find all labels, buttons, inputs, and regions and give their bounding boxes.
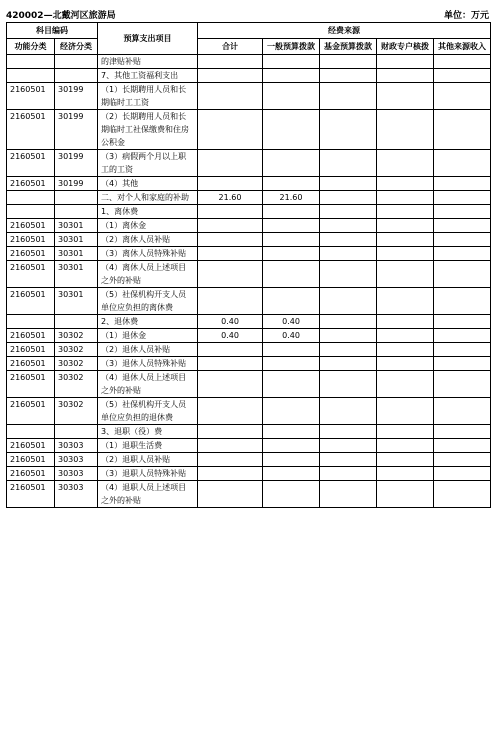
table-row [7,288,491,315]
func-code-cell: 2160501 [7,398,55,425]
general-budget-cell: 0.40 [263,329,320,343]
fund-budget-cell [320,83,377,110]
econ-code-cell: 30303 [55,439,98,453]
func-code-cell: 2160501 [7,288,55,315]
special-account-cell [377,467,434,481]
table-row [7,261,491,288]
special-account-cell [377,191,434,205]
table-row [7,247,491,261]
other-income-cell [434,481,491,508]
total-cell: 21.60 [198,191,263,205]
general-budget-cell [263,55,320,69]
other-income-cell [434,261,491,288]
total-cell [198,398,263,425]
other-income-cell [434,219,491,233]
item-cell: 1、离休费 [98,205,198,219]
func-code-cell: 2160501 [7,357,55,371]
func-code-cell: 2160501 [7,83,55,110]
func-code-cell: 2160501 [7,329,55,343]
general-budget-cell [263,110,320,150]
unit-label: 单位：万元 [443,11,489,21]
item-cell: 7、其他工资福利支出 [98,69,198,83]
func-code-cell: 2160501 [7,219,55,233]
item-cell: （4）其他 [98,177,198,191]
item-cell: 3、退职（役）费 [98,425,198,439]
special-account-cell [377,439,434,453]
item-cell: （1）退休金 [98,329,198,343]
table-row [7,177,491,191]
subject-code-header: 科目编码 [7,23,98,39]
fund-budget-cell [320,261,377,288]
other-income-cell [434,398,491,425]
table-row [7,55,491,69]
budget-table [6,22,491,508]
table-row [7,425,491,439]
special-account-cell [377,329,434,343]
general-budget-cell: 0.40 [263,315,320,329]
item-cell: （3）退职人员特殊补贴 [98,467,198,481]
general-budget-cell [263,439,320,453]
item-cell: （3）退休人员特殊补贴 [98,357,198,371]
total-cell [198,288,263,315]
general-budget-cell [263,371,320,398]
other-income-cell [434,315,491,329]
fund-budget-cell [320,439,377,453]
special-account-cell [377,69,434,83]
fund-budget-cell [320,453,377,467]
fund-budget-cell [320,467,377,481]
econ-code-cell: 30301 [55,247,98,261]
func-code-cell [7,55,55,69]
func-code-cell: 2160501 [7,453,55,467]
func-code-cell: 2160501 [7,343,55,357]
table-row [7,315,491,329]
fund-budget-cell [320,343,377,357]
econ-code-cell: 30303 [55,481,98,508]
general-budget-cell [263,177,320,191]
total-cell [198,343,263,357]
special-account-cell [377,425,434,439]
func-code-cell: 2160501 [7,177,55,191]
total-cell [198,261,263,288]
func-code-cell: 2160501 [7,481,55,508]
econ-class-header: 经济分类 [55,39,98,55]
total-cell [198,205,263,219]
econ-code-cell: 30302 [55,343,98,357]
table-row [7,83,491,110]
fund-budget-cell [320,177,377,191]
general-budget-cell [263,83,320,110]
special-account-cell [377,83,434,110]
item-cell: 的津贴补贴 [98,55,198,69]
econ-code-cell: 30301 [55,261,98,288]
total-cell [198,371,263,398]
general-budget-cell [263,288,320,315]
special-account-cell [377,357,434,371]
table-row [7,343,491,357]
total-header: 合计 [198,39,263,55]
other-income-cell [434,371,491,398]
fund-budget-cell [320,398,377,425]
fund-budget-cell [320,481,377,508]
econ-code-cell: 30199 [55,83,98,110]
total-cell [198,110,263,150]
other-income-cell [434,439,491,453]
total-cell [198,150,263,177]
econ-code-cell: 30303 [55,453,98,467]
econ-code-cell: 30199 [55,110,98,150]
econ-code-cell [55,315,98,329]
other-income-cell [434,233,491,247]
table-row [7,481,491,508]
general-budget-cell [263,69,320,83]
func-code-cell: 2160501 [7,261,55,288]
econ-code-cell [55,191,98,205]
table-row [7,219,491,233]
table-row [7,467,491,481]
special-account-header: 财政专户核拨 [377,39,434,55]
econ-code-cell [55,69,98,83]
total-cell [198,439,263,453]
table-row [7,233,491,247]
item-cell: （1）退职生活费 [98,439,198,453]
fund-budget-cell [320,55,377,69]
econ-code-cell: 30301 [55,219,98,233]
other-income-cell [434,343,491,357]
item-cell: （4）退休人员上述项目之外的补贴 [98,371,198,398]
general-budget-cell [263,205,320,219]
special-account-cell [377,261,434,288]
general-budget-cell [263,398,320,425]
item-cell: （5）社保机构开支人员单位应负担的退休费 [98,398,198,425]
total-cell [198,467,263,481]
func-code-cell [7,425,55,439]
fund-budget-cell [320,357,377,371]
special-account-cell [377,205,434,219]
table-body [7,55,491,508]
other-income-cell [434,177,491,191]
other-income-cell [434,357,491,371]
special-account-cell [377,481,434,508]
general-budget-cell [263,247,320,261]
func-class-header: 功能分类 [7,39,55,55]
table-row [7,205,491,219]
general-budget-cell: 21.60 [263,191,320,205]
general-budget-cell [263,343,320,357]
econ-code-cell [55,55,98,69]
special-account-cell [377,371,434,398]
total-cell [198,233,263,247]
func-code-cell: 2160501 [7,150,55,177]
item-cell: （4）离休人员上述项目之外的补贴 [98,261,198,288]
table-row [7,453,491,467]
special-account-cell [377,288,434,315]
func-code-cell: 2160501 [7,439,55,453]
total-cell [198,357,263,371]
fund-budget-cell [320,288,377,315]
func-code-cell: 2160501 [7,467,55,481]
table-row [7,110,491,150]
table-row [7,398,491,425]
econ-code-cell: 30303 [55,467,98,481]
fund-budget-cell [320,150,377,177]
func-code-cell: 2160501 [7,233,55,247]
general-budget-cell [263,233,320,247]
func-code-cell [7,315,55,329]
item-cell: （1）长期聘用人员和长期临时工工资 [98,83,198,110]
other-income-cell [434,191,491,205]
total-cell: 0.40 [198,329,263,343]
econ-code-cell: 30301 [55,233,98,247]
special-account-cell [377,55,434,69]
special-account-cell [377,398,434,425]
total-cell [198,83,263,110]
total-cell [198,55,263,69]
item-cell: （5）社保机构开支人员单位应负担的离休费 [98,288,198,315]
general-budget-cell [263,357,320,371]
item-cell: （4）退职人员上述项目之外的补贴 [98,481,198,508]
other-income-cell [434,110,491,150]
special-account-cell [377,315,434,329]
fund-budget-cell [320,233,377,247]
other-income-cell [434,329,491,343]
fund-budget-cell [320,191,377,205]
fund-budget-cell [320,425,377,439]
general-budget-cell [263,467,320,481]
fund-budget-cell [320,247,377,261]
general-budget-cell [263,219,320,233]
item-cell: （3）病假两个月以上职工的工资 [98,150,198,177]
other-income-cell [434,288,491,315]
econ-code-cell: 30302 [55,371,98,398]
item-cell: （3）离休人员特殊补贴 [98,247,198,261]
table-row [7,329,491,343]
econ-code-cell [55,205,98,219]
fund-budget-cell [320,329,377,343]
other-income-cell [434,247,491,261]
general-budget-header: 一般预算拨款 [263,39,320,55]
total-cell [198,453,263,467]
econ-code-cell: 30301 [55,288,98,315]
header-row-1 [7,23,491,39]
other-income-cell [434,150,491,177]
item-cell: （2）退职人员补贴 [98,453,198,467]
fund-budget-cell [320,205,377,219]
special-account-cell [377,247,434,261]
special-account-cell [377,177,434,191]
econ-code-cell [55,425,98,439]
func-code-cell: 2160501 [7,247,55,261]
total-cell [198,177,263,191]
fund-budget-cell [320,69,377,83]
total-cell [198,481,263,508]
general-budget-cell [263,261,320,288]
item-cell: （2）退休人员补贴 [98,343,198,357]
fund-budget-cell [320,315,377,329]
org-name: 420002—北戴河区旅游局 [6,11,116,21]
total-cell [198,247,263,261]
special-account-cell [377,219,434,233]
general-budget-cell [263,425,320,439]
item-header: 预算支出项目 [98,23,198,55]
table-row [7,150,491,177]
total-cell: 0.40 [198,315,263,329]
other-income-cell [434,453,491,467]
special-account-cell [377,233,434,247]
func-code-cell [7,191,55,205]
item-cell: 2、退休费 [98,315,198,329]
item-cell: （1）离休金 [98,219,198,233]
special-account-cell [377,453,434,467]
table-row [7,69,491,83]
other-income-cell [434,69,491,83]
econ-code-cell: 30302 [55,329,98,343]
special-account-cell [377,110,434,150]
other-income-cell [434,55,491,69]
func-code-cell [7,69,55,83]
document-header [6,6,491,22]
other-income-cell [434,467,491,481]
func-code-cell: 2160501 [7,371,55,398]
fund-budget-cell [320,371,377,398]
fund-budget-cell [320,110,377,150]
item-cell: （2）长期聘用人员和长期临时工社保缴费和住房公积金 [98,110,198,150]
total-cell [198,69,263,83]
econ-code-cell: 30302 [55,357,98,371]
total-cell [198,425,263,439]
table-row [7,191,491,205]
funding-source-header: 经费来源 [198,23,491,39]
general-budget-cell [263,150,320,177]
other-income-cell [434,205,491,219]
func-code-cell [7,205,55,219]
general-budget-cell [263,481,320,508]
table-row [7,357,491,371]
item-cell: （2）离休人员补贴 [98,233,198,247]
table-row [7,371,491,398]
general-budget-cell [263,453,320,467]
econ-code-cell: 30199 [55,150,98,177]
item-cell: 二、对个人和家庭的补助 [98,191,198,205]
other-income-header: 其他来源收入 [434,39,491,55]
special-account-cell [377,343,434,357]
other-income-cell [434,83,491,110]
table-row [7,439,491,453]
fund-budget-header: 基金预算拨款 [320,39,377,55]
total-cell [198,219,263,233]
econ-code-cell: 30199 [55,177,98,191]
other-income-cell [434,425,491,439]
func-code-cell: 2160501 [7,110,55,150]
fund-budget-cell [320,219,377,233]
special-account-cell [377,150,434,177]
econ-code-cell: 30302 [55,398,98,425]
